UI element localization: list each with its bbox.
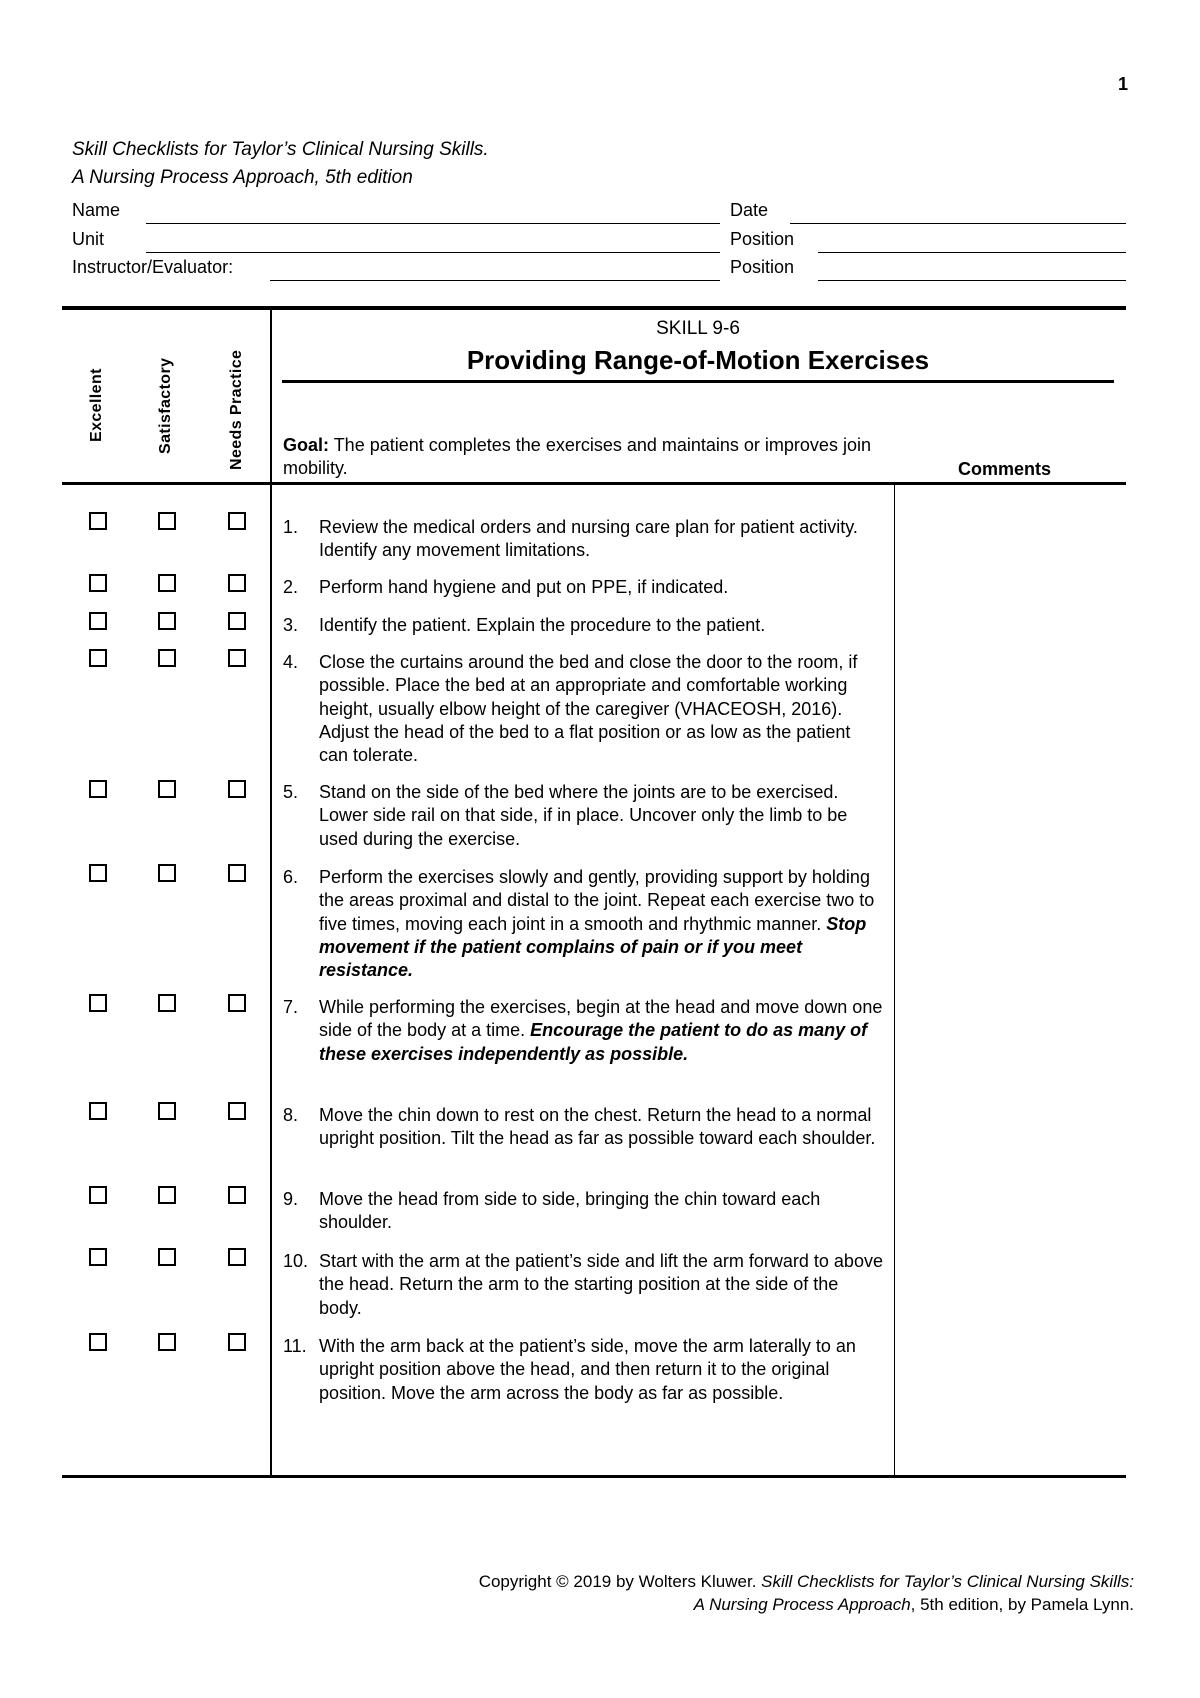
- book-title: [72, 136, 489, 192]
- unit-field[interactable]: [146, 252, 720, 253]
- checkbox-satisfactory[interactable]: [158, 649, 176, 667]
- copyright-line1: Copyright © 2019 by Wolters Kluwer. Skill Checklists for Taylor’s Clinical Nursing Skills:: [478, 1572, 1134, 1591]
- date-field[interactable]: [790, 223, 1126, 224]
- checkbox-excellent[interactable]: [89, 1186, 107, 1204]
- step-text: Perform hand hygiene and put on PPE, if indicated.: [319, 577, 729, 597]
- checkbox-satisfactory[interactable]: [158, 512, 176, 530]
- checkbox-satisfactory[interactable]: [158, 574, 176, 592]
- skill-title: Providing Range-of-Motion Exercises: [466, 345, 930, 375]
- step-text: Move the head from side to side, bringing the chin toward each shoulder.: [319, 1189, 821, 1233]
- checkbox-needs-practice[interactable]: [228, 994, 246, 1012]
- position-label-1: Position: [730, 229, 795, 249]
- book-title-line2: A Nursing Process Approach, 5th edition: [72, 167, 413, 188]
- skill-number: SKILL 9-6: [656, 318, 740, 339]
- step-item: [283, 996, 883, 1066]
- rating-column-divider: [270, 308, 272, 1476]
- column-header-excellent: Excellent: [88, 368, 105, 442]
- checkbox-satisfactory[interactable]: [158, 1186, 176, 1204]
- checkbox-excellent[interactable]: [89, 780, 107, 798]
- step-text: Stand on the side of the bed where the joints are to be exercised. Lower side rail on that side, if in place. Uncover only the limb to be used during the exercise.: [319, 782, 848, 849]
- step-number: 2.: [283, 577, 299, 597]
- position-field-2[interactable]: [818, 280, 1126, 281]
- checkbox-excellent[interactable]: [89, 1248, 107, 1266]
- checkbox-needs-practice[interactable]: [228, 649, 246, 667]
- checkbox-excellent[interactable]: [89, 1333, 107, 1351]
- name-label: Name: [72, 200, 121, 220]
- checkbox-needs-practice[interactable]: [228, 1102, 246, 1120]
- checkbox-needs-practice[interactable]: [228, 512, 246, 530]
- checkbox-needs-practice[interactable]: [228, 864, 246, 882]
- goal-statement: [283, 434, 883, 480]
- instructor-label: Instructor/Evaluator:: [72, 257, 234, 277]
- goal-label: Goal:: [283, 435, 330, 455]
- step-item: [283, 866, 883, 982]
- checkbox-satisfactory[interactable]: [158, 1248, 176, 1266]
- step-number: 4.: [283, 652, 299, 672]
- step-text: Perform the exercises slowly and gently, providing support by holding the areas proximal and distal to the joint. Repeat each exercise two to five times, moving each joint in a smooth and rhythmic manner. Stop movement if the patient complains of pain or if you meet resistance.: [319, 867, 875, 981]
- checkbox-needs-practice[interactable]: [228, 1186, 246, 1204]
- page-number: 1: [1118, 74, 1129, 94]
- checkbox-excellent[interactable]: [89, 649, 107, 667]
- checkbox-needs-practice[interactable]: [228, 1333, 246, 1351]
- checkbox-satisfactory[interactable]: [158, 1102, 176, 1120]
- unit-label: Unit: [72, 229, 105, 249]
- step-text: Close the curtains around the bed and close the door to the room, if possible. Place the bed at an appropriate and comfortable working height, usually elbow height of the caregiver (VHACEOSH, 2016). Adjust the head of the bed to a flat position or as low as the patient can tolerate.: [319, 652, 858, 766]
- column-header-needs-practice: Needs Practice: [228, 349, 245, 470]
- checkbox-excellent[interactable]: [89, 512, 107, 530]
- table-header-rule: [62, 482, 1126, 485]
- checkbox-satisfactory[interactable]: [158, 1333, 176, 1351]
- checkbox-excellent[interactable]: [89, 574, 107, 592]
- checkbox-needs-practice[interactable]: [228, 1248, 246, 1266]
- step-item: [283, 614, 883, 637]
- checkbox-excellent[interactable]: [89, 994, 107, 1012]
- checkbox-satisfactory[interactable]: [158, 864, 176, 882]
- step-number: 6.: [283, 867, 299, 887]
- checkbox-excellent[interactable]: [89, 1102, 107, 1120]
- step-text: Start with the arm at the patient’s side and lift the arm forward to above the head. Return the arm to the starting position at the side of the body.: [319, 1251, 883, 1318]
- step-item: [283, 1104, 883, 1151]
- step-item: [283, 1335, 883, 1405]
- checkbox-satisfactory[interactable]: [158, 780, 176, 798]
- checkbox-satisfactory[interactable]: [158, 612, 176, 630]
- step-number: 9.: [283, 1189, 299, 1209]
- step-text: With the arm back at the patient’s side, move the arm laterally to an upright position above the head, and then return it to the original position. Move the arm across the body as far as possible.: [319, 1336, 856, 1403]
- step-text: Review the medical orders and nursing care plan for patient activity. Identify any movement limitations.: [319, 517, 858, 561]
- instructor-field[interactable]: [270, 280, 720, 281]
- step-item: [283, 1188, 883, 1235]
- checkbox-excellent[interactable]: [89, 864, 107, 882]
- step-number: 5.: [283, 782, 299, 802]
- comments-column-divider: [894, 485, 895, 1476]
- checkbox-needs-practice[interactable]: [228, 574, 246, 592]
- checkbox-needs-practice[interactable]: [228, 612, 246, 630]
- step-item: [283, 516, 883, 563]
- step-item: [283, 781, 883, 851]
- position-label-2: Position: [730, 257, 795, 277]
- step-number: 3.: [283, 615, 299, 635]
- checkbox-satisfactory[interactable]: [158, 994, 176, 1012]
- name-field[interactable]: [146, 223, 720, 224]
- step-item: [283, 576, 883, 599]
- goal-text: The patient completes the exercises and maintains or improves join mobility.: [283, 435, 871, 478]
- step-number: 10.: [283, 1251, 309, 1271]
- table-bottom-rule: [62, 1475, 1126, 1478]
- column-header-satisfactory: Satisfactory: [157, 357, 174, 454]
- title-underline: [282, 380, 1114, 383]
- step-number: 11.: [283, 1336, 307, 1356]
- copyright-footer: [479, 1570, 1134, 1616]
- table-top-rule: [62, 306, 1126, 310]
- step-text: While performing the exercises, begin at the head and move down one side of the body at a time. Encourage the patient to do as many of these exercises independently as possible.: [319, 997, 883, 1064]
- book-title-line1: Skill Checklists for Taylor’s Clinical Nursing Skills.: [72, 139, 489, 160]
- step-item: [283, 651, 883, 767]
- date-label: Date: [730, 200, 769, 220]
- step-text: Identify the patient. Explain the procedure to the patient.: [319, 615, 766, 635]
- comments-header: Comments: [958, 459, 1052, 479]
- step-item: [283, 1250, 883, 1320]
- step-number: 1.: [283, 517, 299, 537]
- step-number: 8.: [283, 1105, 299, 1125]
- copyright-line2: A Nursing Process Approach, 5th edition, by Pamela Lynn.: [693, 1595, 1134, 1614]
- checkbox-excellent[interactable]: [89, 612, 107, 630]
- checkbox-needs-practice[interactable]: [228, 780, 246, 798]
- step-number: 7.: [283, 997, 299, 1017]
- step-text: Move the chin down to rest on the chest. Return the head to a normal upright position. Tilt the head as far as possible toward each shoulder.: [319, 1105, 876, 1149]
- position-field-1[interactable]: [818, 252, 1126, 253]
